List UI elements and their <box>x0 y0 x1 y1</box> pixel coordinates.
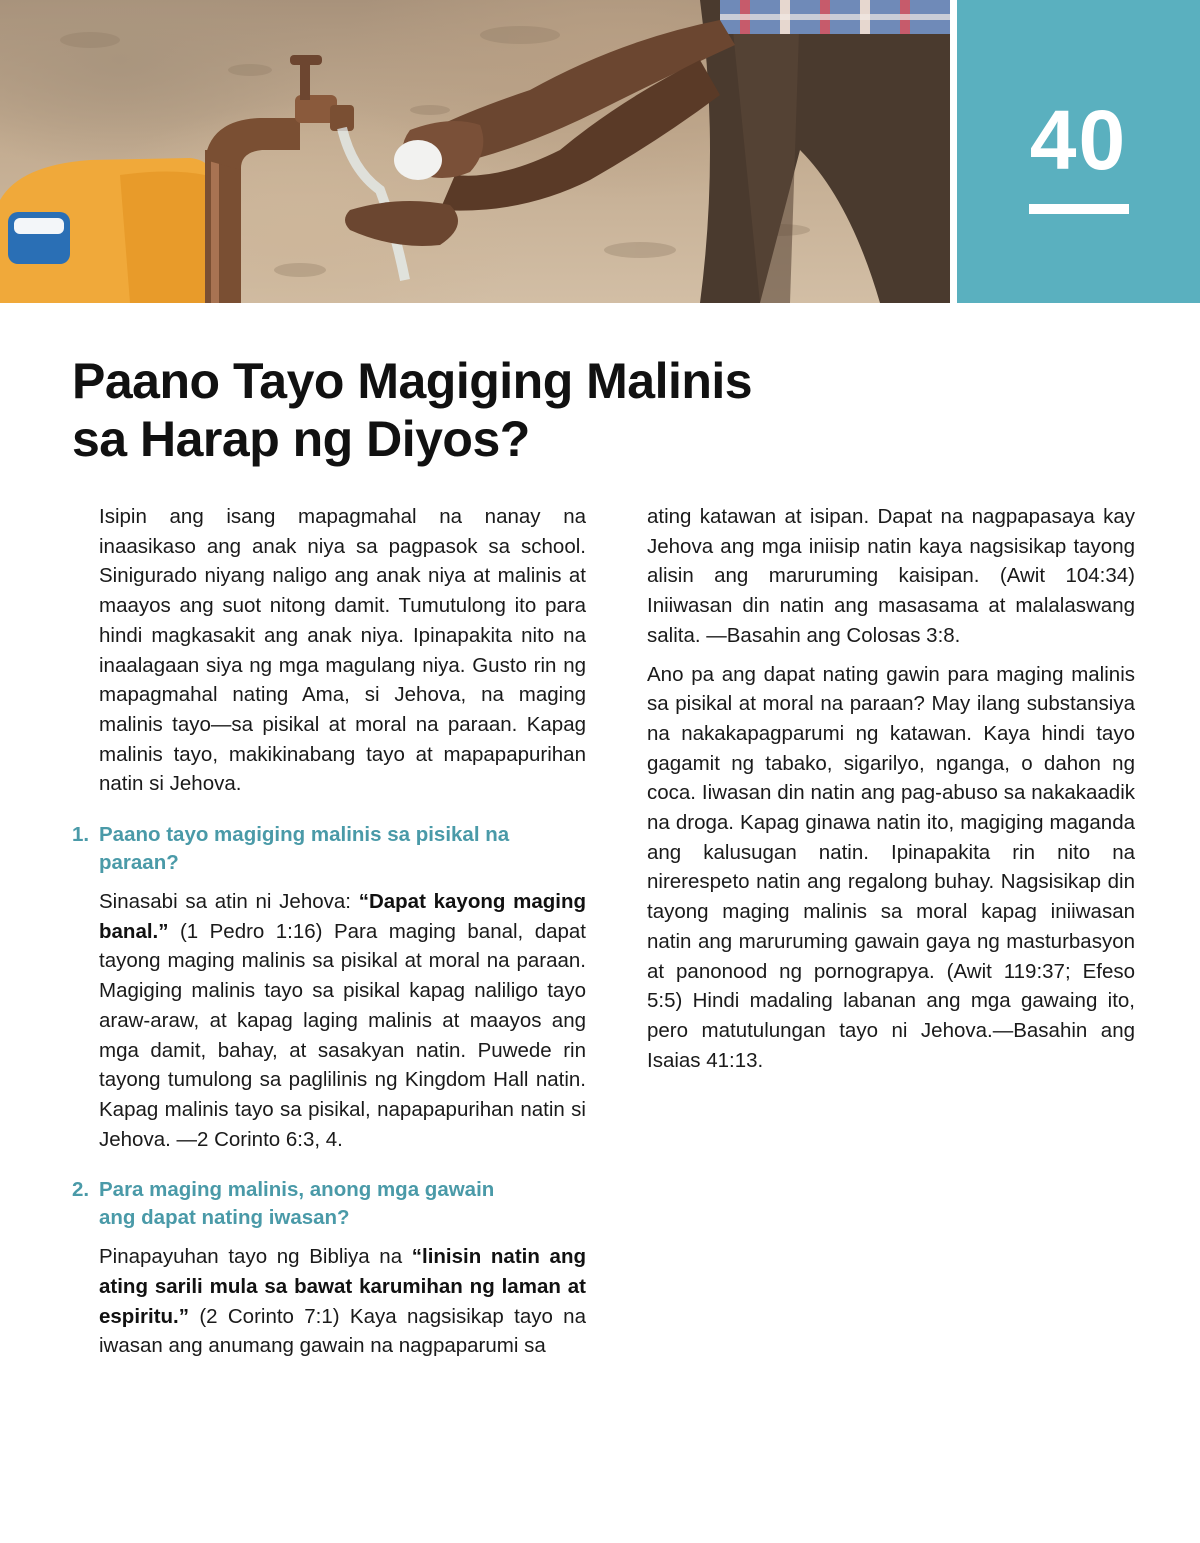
section-2-paragraph-2: Ano pa ang dapat nating gawin para maging malinis sa pisikal at moral na paraan? May ilang substansiya na nakakapagparumi ng katawan. Kaya hindi tayo gagamit ng tabako, sigarilyo, nganga, o dahon ng coca. Iiwasan din natin ang pag-abuso sa nakakaadik na droga. Kapag ginawa natin ito, magiging maganda ang kalusugan natin. Ipinapakita rin nito na nirerespeto natin ang regalong buhay. Nagsisikap din tayong maging malinis sa moral kapag iniiwasan natin ang maruruming gawain gaya ng masturbasyon at panonood ng pornograpya. (Awit 119:37; Efeso 5:5) Hindi madaling labanan ang mga gawaing ito, pero matutulungan tayo ni Jehova.—Basahin ang Isaias 41:13. <box>647 662 1135 1072</box>
question-heading-2 <box>72 1176 586 1232</box>
section-2-text-end: (2 Corinto 7:1) Kaya nagsisikap tayo na iwasan ang anumang gawain na nagpaparumi sa <box>99 1304 586 1358</box>
question-number-2: 2. <box>72 1178 90 1202</box>
question-text-1: Paano tayo magiging malinis sa pisikal na paraan? <box>99 823 510 875</box>
section-2-text-start: Pinapayuhan tayo ng Bibliya na <box>99 1245 412 1269</box>
question-text-2: Para maging malinis, anong mga gawain ang dapat nating iwasan? <box>99 1178 495 1230</box>
page-title <box>72 352 872 468</box>
title-line-1: Paano Tayo Magiging Malinis <box>72 353 753 409</box>
shirt <box>720 0 950 34</box>
section-2-paragraph-1-continued: ating katawan at isipan. Dapat na nagpapasaya kay Jehova ang mga iniisip natin kaya nagsisikap tayong alisin ang maruruming kaisipan. (Awit 104:34) Iniiwasan din natin ang masasama at malalaswang salita. —Basahin ang Colosas 3:8. <box>647 505 1135 647</box>
chapter-badge <box>957 0 1200 303</box>
chapter-underline <box>1029 204 1129 214</box>
section-1-text-start: Sinasabi sa atin ni Jehova: <box>99 890 359 914</box>
intro-paragraph: Isipin ang isang mapagmahal na nanay na inaasikaso ang anak niya sa pagpasok sa school. Sinigurado niyang naligo ang anak niya at malinis at maayos ang suot nitong damit. Tumutulong ito para hindi magkasakit ang anak niya. Ipinapakita nito na inaalagaan siya ng mga magulang niya. Gusto rin ng mapagmahal nating Ama, si Jehova, na maging malinis tayo—sa pisikal at moral na paraan. Kapag malinis tayo, makikinabang tayo at mapapapurihan natin si Jehova. <box>99 505 586 796</box>
title-line-2: sa Harap ng Diyos? <box>72 411 530 467</box>
section-2-paragraph-1 <box>99 1242 586 1361</box>
text-column-left <box>72 502 586 1370</box>
hero-photo-hand-washing <box>0 0 950 303</box>
section-2-scripture-quote: “linisin natin ang ating sarili mula sa bawat karumihan ng laman at espiritu.” <box>99 1245 586 1328</box>
jerrycan <box>0 158 220 303</box>
chapter-number: 40 <box>1029 93 1128 187</box>
text-column-right <box>647 502 1135 1084</box>
section-1-scripture-quote: “Dapat kayong maging banal.” <box>99 890 586 943</box>
question-number-1: 1. <box>72 823 90 847</box>
soap-bar <box>394 140 442 180</box>
section-1-paragraph <box>99 887 586 1154</box>
section-1-text-end: (1 Pedro 1:16) Para maging banal, dapat tayong maging malinis sa pisikal at moral na paraan. Magiging malinis tayo sa pisikal kapag naliligo tayo araw-araw, at kapag laging malinis at maayos ang mga damit, bahay, at sasakyan natin. Puwede rin tayong tumulong sa paglilinis ng Kingdom Hall natin. Kapag malinis tayo sa pisikal, napapapurihan natin si Jehova. —2 Corinto 6:3, 4. <box>99 919 586 1151</box>
question-heading-1 <box>72 821 586 877</box>
arms-and-hands <box>345 20 735 246</box>
hand-washing-illustration <box>0 0 950 303</box>
